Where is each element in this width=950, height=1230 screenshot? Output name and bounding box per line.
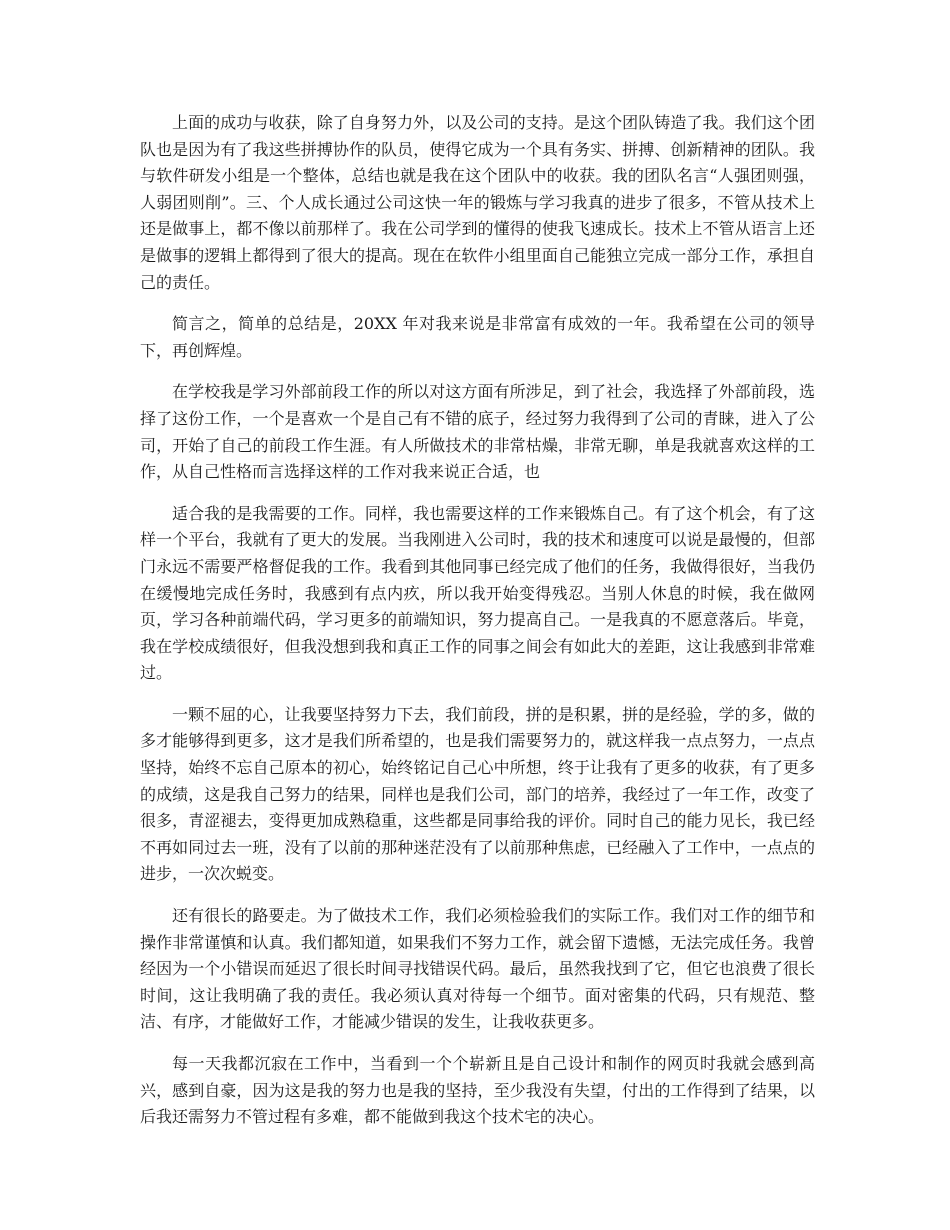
paragraph-7: 每一天我都沉寂在工作中，当看到一个个崭新且是自己设计和制作的网页时我就会感到高兴，感到自豪，因为这是我的努力也是我的坚持，至少我没有失望，付出的工作得到了结果，以后我还需努力不管过程有多难，都不能做到我这个技术宅的决心。 (140, 1054, 815, 1127)
paragraph-6: 还有很长的路要走。为了做技术工作，我们必须检验我们的实际工作。我们对工作的细节和操作非常谨慎和认真。我们都知道，如果我们不努力工作，就会留下遗憾，无法完成任务。我曾经因为一个小错误而延迟了很长时间寻找错误代码。最后，虽然我找到了它，但它也浪费了很长时间，这让我明确了我的责任。我必须认真对待每一个细节。面对密集的代码，只有规范、整洁、有序，才能做好工作，才能减少错误的发生，让我收获更多。 (140, 906, 815, 1032)
document-body (140, 110, 815, 1146)
paragraph-3: 在学校我是学习外部前段工作的所以对这方面有所涉足，到了社会，我选择了外部前段，选择了这份工作，一个是喜欢一个是自己有不错的底子，经过努力我得到了公司的青睐，进入了公司，开始了自己的前段工作生涯。有人所做技术的非常枯燥，非常无聊，单是我就喜欢这样的工作，从自己性格而言选择这样的工作对我来说正合适，也 (140, 382, 815, 482)
paragraph-1: 上面的成功与收获，除了自身努力外，以及公司的支持。是这个团队铸造了我。我们这个团队也是因为有了我这些拼搏协作的队员，使得它成为一个具有务实、拼搏、创新精神的团队。我与软件研发小组是一个整体，总结也就是我在这个团队中的收获。我的团队名言“人强团则强，人弱团则削”。三、个人成长通过公司这快一年的锻炼与学习我真的进步了很多，不管从技术上还是做事上，都不像以前那样了。我在公司学到的懂得的使我飞速成长。技术上不管从语言上还是做事的逻辑上都得到了很大的提高。现在在软件小组里面自己能独立完成一部分工作，承担自己的责任。 (140, 113, 815, 292)
paragraph-5: 一颗不屈的心，让我要坚持努力下去，我们前段，拼的是积累，拼的是经验，学的多，做的多才能够得到更多，这才是我们所希望的，也是我们需要努力的，就这样我一点点努力，一点点坚持，始终不忘自己原本的初心，始终铭记自己心中所想，终于让我有了更多的收获，有了更多的成绩，这是我自己努力的结果，同样也是我们公司，部门的培养，我经过了一年工作，改变了很多，青涩褪去，变得更加成熟稳重，这些都是同事给我的评价。同时自己的能力见长，我已经不再如同过去一班，没有了以前的那种迷茫没有了以前那种焦虑，已经融入了工作中，一点点的进步，一次次蜕变。 (140, 704, 815, 884)
paragraph-4: 适合我的是我需要的工作。同样，我也需要这样的工作来锻炼自己。有了这个机会，有了这样一个平台，我就有了更大的发展。当我刚进入公司时，我的技术和速度可以说是最慢的，但部门永远不需要严格督促我的工作。我看到其他同事已经完成了他们的任务，我做得很好，当我仍在缓慢地完成任务时，我感到有点内疚，所以我开始变得残忍。当别人休息的时候，我在做网页，学习各种前端代码，学习更多的前端知识，努力提高自己。一是我真的不愿意落后。毕竟，我在学校成绩很好，但我没想到我和真正工作的同事之间会有如此大的差距，这让我感到非常难过。 (140, 503, 815, 683)
paragraph-2: 简言之，简单的总结是，20XX 年对我来说是非常富有成效的一年。我希望在公司的领导下，再创辉煌。 (140, 314, 815, 360)
